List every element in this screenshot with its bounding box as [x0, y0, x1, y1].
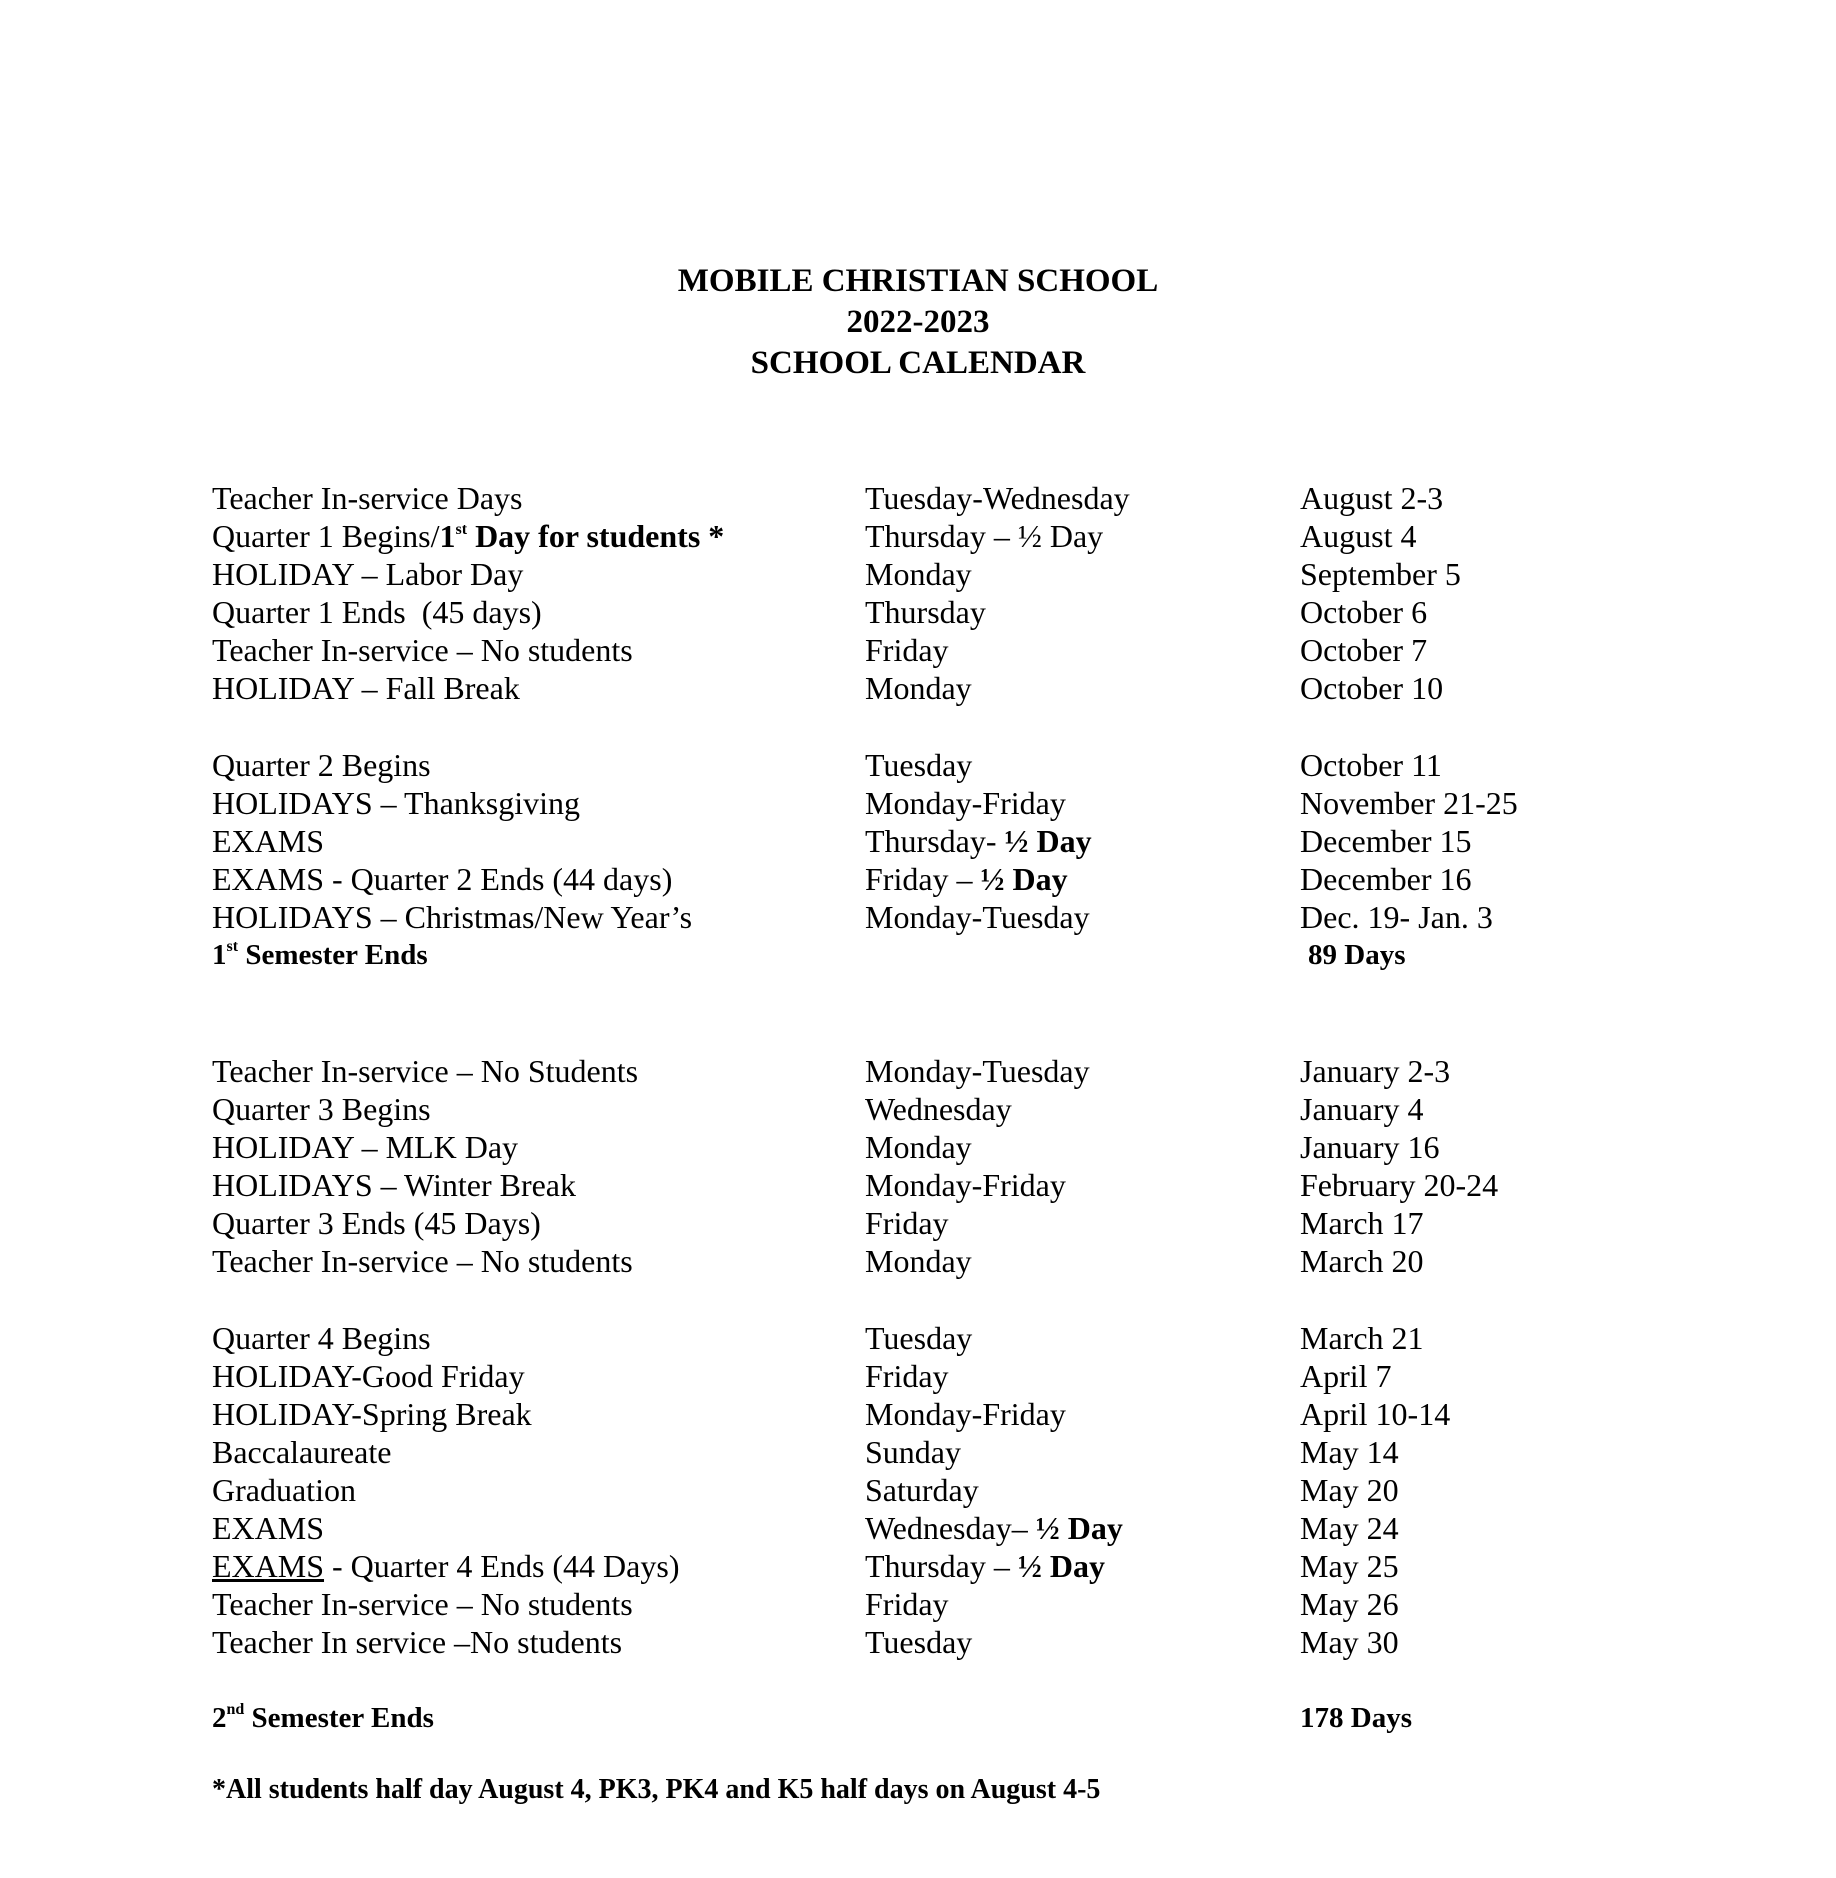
event-name: Teacher In-service – No students: [212, 632, 633, 668]
event-day: Wednesday: [865, 1091, 1012, 1127]
event-day-part: Thursday –: [865, 1548, 1018, 1584]
event-date: January 4: [1300, 1091, 1424, 1127]
event-date: April 10-14: [1300, 1396, 1451, 1432]
event-name: HOLIDAYS – Christmas/New Year’s: [212, 899, 693, 935]
event-date: January 2-3: [1300, 1053, 1451, 1089]
event-name: Teacher In-service Days: [212, 480, 523, 516]
semester-days: 89 Days: [1308, 939, 1406, 971]
event-name: HOLIDAY-Spring Break: [212, 1396, 532, 1432]
calendar-heading: SCHOOL CALENDAR: [750, 345, 1086, 381]
event-date: March 21: [1300, 1320, 1424, 1356]
event-day: Friday: [865, 1358, 949, 1394]
event-day: Monday-Friday: [865, 1167, 1066, 1203]
event-date: March 20: [1300, 1243, 1424, 1279]
calendar-row: [0, 784, 1836, 822]
event-date: October 10: [1300, 670, 1444, 706]
calendar-row: [0, 1433, 1836, 1471]
semester-text: Semester Ends: [244, 1702, 434, 1734]
calendar-row: [0, 517, 1836, 555]
calendar-row: [0, 746, 1836, 784]
event-name-bold: 1: [439, 518, 456, 554]
half-day-label: ½ Day: [1004, 823, 1092, 859]
ordinal-suffix: st: [226, 938, 239, 955]
calendar-row: [0, 1547, 1836, 1585]
calendar-row: [0, 1509, 1836, 1547]
event-name: Teacher In-service – No students: [212, 1586, 633, 1622]
event-day-part: Friday –: [865, 861, 981, 897]
half-day-label: ½ Day: [1017, 1548, 1105, 1584]
semester-number: 1: [212, 939, 227, 971]
event-date: February 20-24: [1300, 1167, 1499, 1203]
event-day: [865, 1547, 1105, 1585]
calendar-row: [0, 1090, 1836, 1128]
event-name: Baccalaureate: [212, 1434, 392, 1470]
half-day-label: ½ Day: [1035, 1510, 1123, 1546]
calendar-row: [0, 860, 1836, 898]
calendar-row: [0, 1166, 1836, 1204]
event-name: Quarter 3 Ends (45 Days): [212, 1205, 541, 1241]
event-name-part: Quarter 1 Begins/: [212, 518, 440, 554]
school-name: MOBILE CHRISTIAN SCHOOL: [677, 263, 1159, 299]
event-date: November 21-25: [1300, 785, 1518, 821]
calendar-row: [0, 1585, 1836, 1623]
calendar-row: [0, 898, 1836, 936]
event-day: Monday-Tuesday: [865, 1053, 1090, 1089]
semester-label: [212, 936, 428, 974]
event-day: Tuesday-Wednesday: [865, 480, 1130, 516]
event-day-part: Thursday-: [865, 823, 1005, 859]
footnote: *All students half day August 4, PK3, PK4 and K5 half days on August 4-5: [212, 1774, 1101, 1805]
calendar-row: [0, 1128, 1836, 1166]
event-date: December 16: [1300, 861, 1472, 897]
calendar-row: [0, 1357, 1836, 1395]
calendar-row: [0, 555, 1836, 593]
event-name: HOLIDAY-Good Friday: [212, 1358, 525, 1394]
event-name: HOLIDAY – MLK Day: [212, 1129, 519, 1165]
calendar-row: [0, 593, 1836, 631]
event-name: Teacher In-service – No students: [212, 1243, 633, 1279]
calendar-row: [0, 1319, 1836, 1357]
event-date: April 7: [1300, 1358, 1392, 1394]
event-date: January 16: [1300, 1129, 1440, 1165]
event-name: Teacher In service –No students: [212, 1624, 623, 1660]
event-day: Monday: [865, 1243, 972, 1279]
semester-days: 178 Days: [1300, 1702, 1412, 1734]
calendar-row: [0, 669, 1836, 707]
event-date: October 11: [1300, 747, 1442, 783]
event-date: March 17: [1300, 1205, 1424, 1241]
event-name: Graduation: [212, 1472, 356, 1508]
school-year: 2022-2023: [846, 304, 990, 340]
event-day: [865, 822, 1092, 860]
event-date: September 5: [1300, 556, 1461, 592]
event-name: EXAMS - Quarter 2 Ends (44 days): [212, 861, 673, 897]
event-date: May 26: [1300, 1586, 1399, 1622]
event-date: October 7: [1300, 632, 1428, 668]
event-day: Thursday – ½ Day: [865, 518, 1104, 554]
calendar-row: [0, 1623, 1836, 1661]
event-name: HOLIDAYS – Winter Break: [212, 1167, 576, 1203]
half-day-label: ½ Day: [980, 861, 1068, 897]
semester-number: 2: [212, 1702, 227, 1734]
event-day: Friday: [865, 632, 949, 668]
event-day: Sunday: [865, 1434, 961, 1470]
event-name: Quarter 3 Begins: [212, 1091, 431, 1127]
event-day: Tuesday: [865, 1624, 973, 1660]
event-date: October 6: [1300, 594, 1428, 630]
calendar-row: [0, 1204, 1836, 1242]
semester-text: Semester Ends: [238, 939, 428, 971]
event-day: [865, 1509, 1123, 1547]
event-date: May 20: [1300, 1472, 1399, 1508]
calendar-row: [0, 1471, 1836, 1509]
semester-summary-row: [0, 1699, 1836, 1737]
calendar-row: [0, 479, 1836, 517]
calendar-row: [0, 1395, 1836, 1433]
ordinal-suffix: nd: [226, 1701, 245, 1718]
event-day: Monday: [865, 670, 972, 706]
event-day: Monday-Friday: [865, 1396, 1066, 1432]
event-date: May 24: [1300, 1510, 1399, 1546]
event-day-part: Wednesday–: [865, 1510, 1036, 1546]
calendar-row: [0, 631, 1836, 669]
event-day: Monday-Tuesday: [865, 899, 1090, 935]
event-name: EXAMS: [212, 1510, 325, 1546]
event-day: Friday: [865, 1586, 949, 1622]
event-day: Friday: [865, 1205, 949, 1241]
event-day: Monday-Friday: [865, 785, 1066, 821]
event-name: [212, 1547, 679, 1585]
event-date: Dec. 19- Jan. 3: [1300, 899, 1493, 935]
event-name: HOLIDAY – Labor Day: [212, 556, 524, 592]
event-name: Quarter 2 Begins: [212, 747, 431, 783]
event-date: December 15: [1300, 823, 1472, 859]
semester-label: [212, 1699, 434, 1737]
event-name: Quarter 1 Ends (45 days): [212, 594, 542, 630]
calendar-title: [0, 261, 1836, 384]
event-day: Tuesday: [865, 1320, 973, 1356]
event-day: Monday: [865, 556, 972, 592]
event-name-part: - Quarter 4 Ends (44 Days): [324, 1548, 680, 1584]
event-date: May 14: [1300, 1434, 1399, 1470]
semester-summary-row: [0, 936, 1836, 974]
event-day: Thursday: [865, 594, 986, 630]
event-name: Teacher In-service – No Students: [212, 1053, 639, 1089]
event-date: May 25: [1300, 1548, 1399, 1584]
event-day: Saturday: [865, 1472, 979, 1508]
event-date: May 30: [1300, 1624, 1399, 1660]
event-day: Tuesday: [865, 747, 973, 783]
ordinal-suffix: st: [455, 521, 468, 538]
event-name: Quarter 4 Begins: [212, 1320, 431, 1356]
event-day: [865, 860, 1068, 898]
event-name: [212, 517, 724, 555]
event-name: HOLIDAYS – Thanksgiving: [212, 785, 581, 821]
event-name-underlined: EXAMS: [212, 1548, 325, 1584]
event-name: EXAMS: [212, 823, 325, 859]
event-name-bold: Day for students *: [467, 518, 725, 554]
event-date: August 4: [1300, 518, 1417, 554]
event-day: Monday: [865, 1129, 972, 1165]
calendar-row: [0, 1052, 1836, 1090]
calendar-row: [0, 822, 1836, 860]
event-date: August 2-3: [1300, 480, 1444, 516]
calendar-row: [0, 1242, 1836, 1280]
event-name: HOLIDAY – Fall Break: [212, 670, 520, 706]
